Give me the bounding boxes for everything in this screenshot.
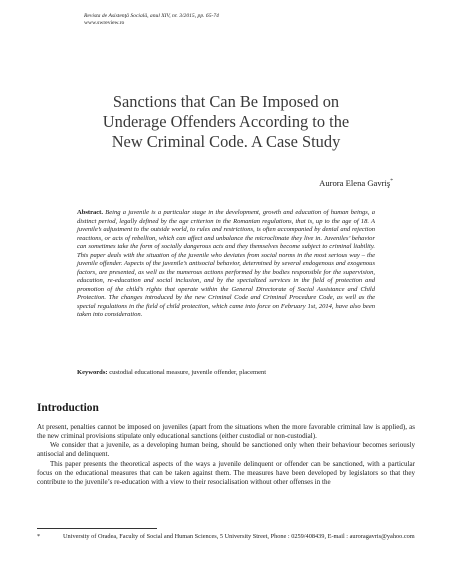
keywords-text: custodial educational measure, juvenile offender, placement bbox=[109, 369, 267, 376]
author-line bbox=[319, 178, 393, 188]
journal-website: www.swreview.ro bbox=[84, 20, 125, 27]
paragraph: At present, penalties cannot be imposed on juveniles (apart from the situations when the more favorable criminal law is applied), as the new criminal provisions stipulate only educational sanctions (either custodial or non-custodial). bbox=[37, 423, 415, 441]
author-name: Aurora Elena Gavriş bbox=[319, 178, 391, 188]
journal-header bbox=[84, 13, 219, 28]
paper-title bbox=[40, 92, 412, 152]
title-line-2: Underage Offenders According to the bbox=[102, 112, 350, 131]
footnote-text: University of Oradea, Faculty of Social and Human Sciences, 5 University Street, Phone : 0259/408439, E-mail : auroragavris@yahoo.com bbox=[63, 533, 415, 540]
paragraph: This paper presents the theoretical aspects of the ways a juvenile delinquent or offender can be sanctioned, with a particular focus on the educational measures that can be taken against them. The measures have been developed by legislators so that they contribute to the juvenile’s re-education with a view to their resocialisation without other offenses in the bbox=[37, 459, 415, 486]
footnote bbox=[37, 533, 415, 542]
section-heading-introduction: Introduction bbox=[37, 402, 99, 414]
paragraph: We consider that a juvenile, as a developing human being, should be sanctioned only when their behaviour becomes seriously antisocial and delinquent. bbox=[37, 441, 415, 459]
keywords-label: Keywords: bbox=[77, 369, 108, 376]
abstract-label: Abstract. bbox=[77, 209, 103, 216]
title-line-1: Sanctions that Can Be Imposed on bbox=[112, 92, 340, 111]
author-footnote-mark: * bbox=[390, 178, 393, 185]
abstract-text: Being a juvenile is a particular stage in the development, growth and education of human beings, a distinct period, legally defined by the age criterion in the Romanian regulations, that is, up to the age of 18. A juvenile’s adjustment to the outside world, to rules and restrictions, is often accompanied by denial and rejection reactions, or acts of rebellion, which can affect and unbalance the microclimate they live in. Juveniles’ behavior can sometimes take the form of socially dangerous acts and they themselves become subject to criminal liability. This paper deals with the situation of the juvenile who deviates from social norms in the most serious way – the juvenile offender. Aspects of the juvenile’s antisocial behavior, determined by several endogenous and exogenous factors, are presented, as well as the numerous actions performed by the bodies responsible for the supervision, education, re-education and social inclusion, and by the specialized services in the field of protection and promotion of the child’s rights that operate within the General Directorate of Social Assistance and Child Protection. The changes introduced by the new Criminal Code and Criminal Procedure Code, as well as the special regulations in the field of child protection, which came into force on February 1st, 2014, have also been taken into consideration. bbox=[77, 209, 376, 318]
journal-citation: Revista de Asistenţă Socială, anul XIV, nr. 3/2015, pp. 65-74 bbox=[84, 13, 219, 19]
footnote-mark: * bbox=[37, 533, 41, 540]
keywords bbox=[77, 369, 266, 376]
title-line-3: New Criminal Code. A Case Study bbox=[111, 132, 341, 151]
footnote-divider bbox=[37, 528, 157, 529]
introduction-body bbox=[37, 423, 415, 487]
abstract bbox=[77, 209, 375, 320]
